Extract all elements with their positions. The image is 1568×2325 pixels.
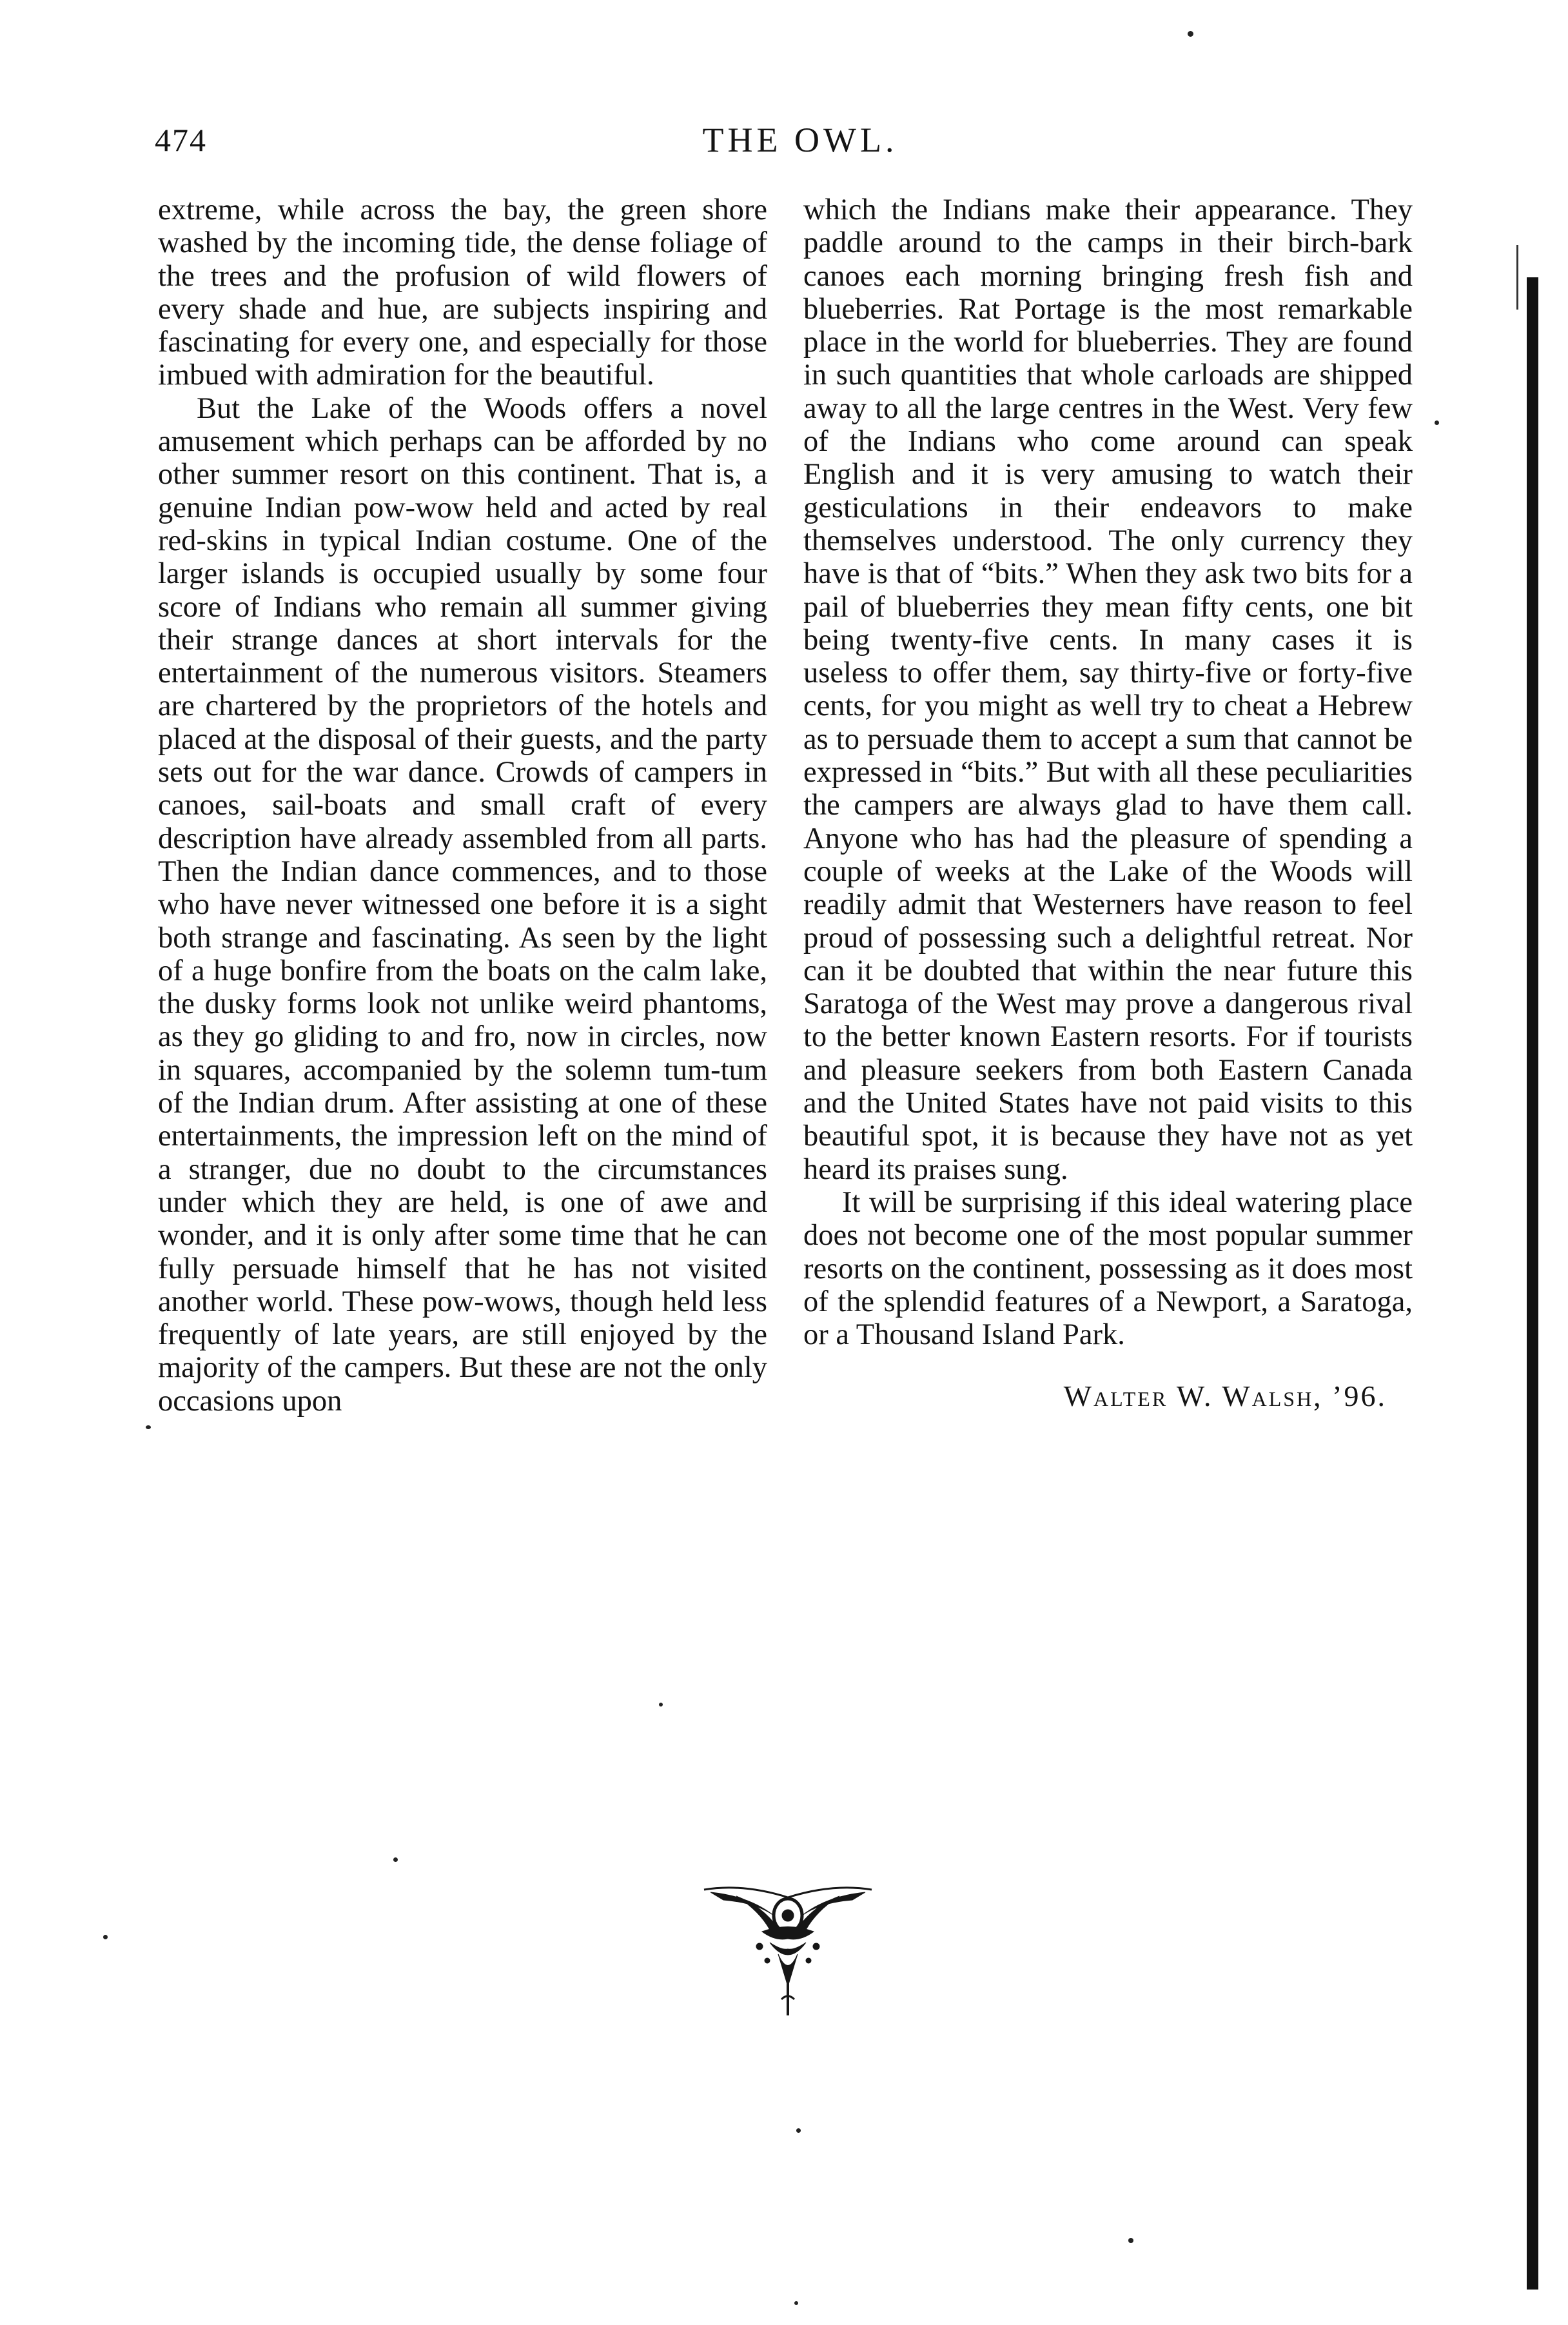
scan-speck bbox=[1435, 420, 1439, 425]
scan-speck bbox=[659, 1703, 663, 1707]
floral-tailpiece-ornament-icon bbox=[698, 1870, 878, 2019]
right-paragraph-2: It will be surprising if this ideal watering place does not become one of the most popular summer resorts on the continent, possessing as it does most of the splendid features of a Newport, a Saratoga, or a Thousand Island Park. bbox=[803, 1185, 1413, 1352]
right-paragraph-1: which the Indians make their appearance. They paddle around to the camps in their birch-bark canoes each morning bringing fresh fish and blueberries. Rat Portage is the most remarkable place in the world for blueberries. They are found in such quantities that whole carloads are shipped away to all the large centres in the West. Very few of the Indians who come around can speak English and it is very amusing to watch their gesticulations in their endeavors to make themselves understood. The only currency they have is that of “bits.” When they ask two bits for a pail of blueberries they mean fifty cents, one bit being twenty-five cents. In many cases it is useless to offer them, say thirty-five or forty-five cents, for you might as well try to cheat a Hebrew as to persuade them to accept a sum that cannot be expressed in “bits.” But with all these peculiarities the campers are always glad to have them call. Anyone who has had the pleasure of spending a couple of weeks at the Lake of the Woods will readily admit that Westerners have reason to feel proud of possessing such a delightful retreat. Nor can it be doubted that within the near future this Saratoga of the West may prove a dangerous rival to the better known Eastern resorts. For if tourists and pleasure seekers from both Eastern Canada and the United States have not paid visits to this beautiful spot, it is because they have not as yet heard its praises sung. bbox=[803, 193, 1413, 1186]
left-column bbox=[158, 193, 767, 1418]
scan-speck bbox=[796, 2128, 801, 2133]
author-signature: Walter W. Walsh, ’96. bbox=[1063, 1380, 1387, 1413]
scan-speck bbox=[393, 1857, 398, 1862]
page-edge-rule bbox=[1527, 277, 1538, 2290]
left-paragraph-1: extreme, while across the bay, the green shore washed by the incoming tide, the dense foliage of the trees and the profusion of wild flowers of every shade and hue, are subjects inspiring and fascinating for every one, and especially for those imbued with admiration for the beautiful. bbox=[158, 193, 767, 392]
page-number: 474 bbox=[155, 122, 207, 158]
scan-speck bbox=[1188, 31, 1193, 37]
scan-speck bbox=[1128, 2238, 1133, 2243]
right-column bbox=[803, 193, 1413, 1413]
scan-speck bbox=[103, 1935, 108, 1939]
margin-scan-mark bbox=[1516, 245, 1518, 310]
left-paragraph-2: But the Lake of the Woods offers a novel amusement which perhaps can be afforded by no other summer resort on this continent. That is, a genuine Indian pow-wow held and acted by real red-skins in typical Indian costume. One of the larger islands is occupied usually by some four score of Indians who remain all summer giving their strange dances at short intervals for the entertainment of the numerous visitors. Steamers are chartered by the proprietors of the hotels and placed at the disposal of their guests, and the party sets out for the war dance. Crowds of campers in canoes, sail-boats and small craft of every description have already assembled from all parts. Then the Indian dance commences, and to those who have never witnessed one before it is a sight both strange and fascinating. As seen by the light of a huge bonfire from the boats on the calm lake, the dusky forms look not unlike weird phantoms, as they go gliding to and fro, now in circles, now in squares, accompanied by the solemn tum-tum of the Indian drum. After assisting at one of these entertainments, the impression left on the mind of a stranger, due no doubt to the circumstances under which they are held, is one of awe and wonder, and it is only after some time that he can fully persuade himself that he has not visited another world. These pow-wows, though held less frequently of late years, are still enjoyed by the majority of the campers. But these are not the only occasions upon bbox=[158, 391, 767, 1418]
scan-speck bbox=[146, 1425, 151, 1429]
scan-speck bbox=[794, 2301, 798, 2305]
running-head-title: THE OWL. bbox=[702, 121, 898, 159]
